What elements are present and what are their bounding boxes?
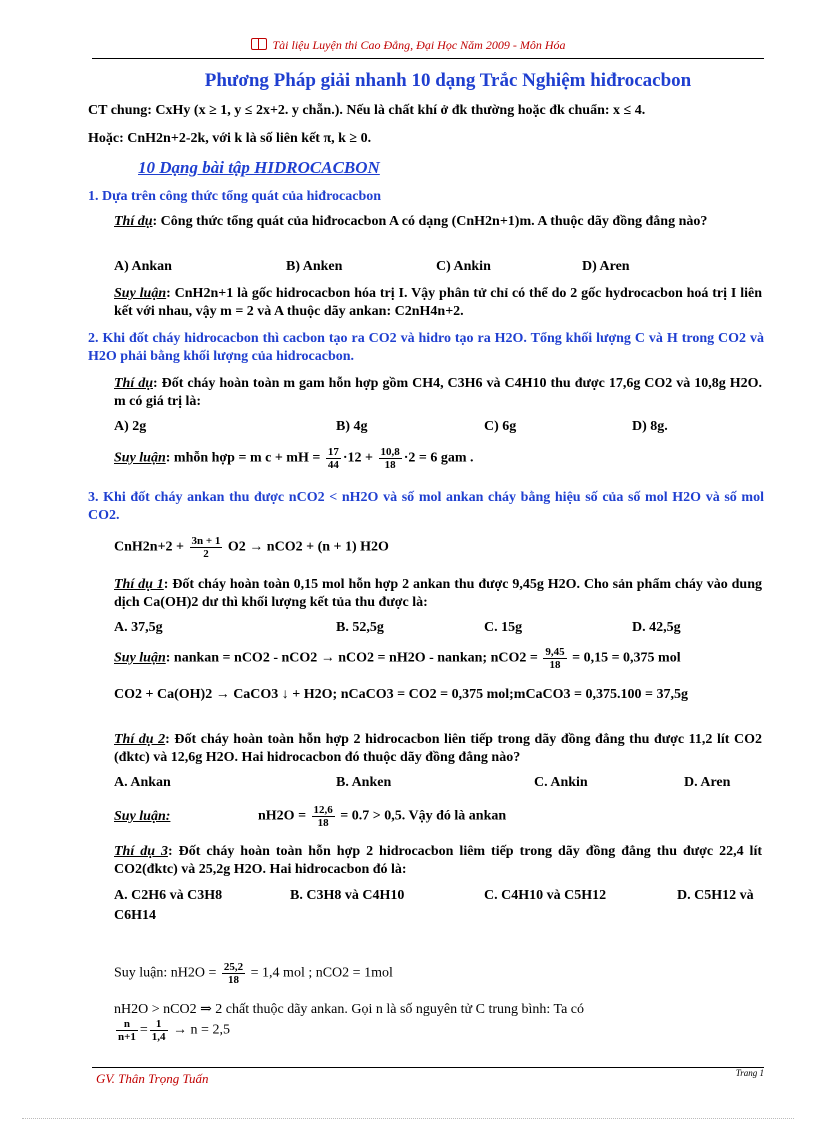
example-text: : Đốt cháy hoàn toàn m gam hỗn hợp gồm CH4, C3H6 và C4H10 thu được 17,6g CO2 và 10,8g H2O. m có giá trị là: (114, 376, 762, 409)
footer-divider (92, 1067, 764, 1068)
part-1-heading: 1. Dựa trên công thức tổng quát của hiđrocacbon (88, 189, 382, 204)
equals-sign: = (139, 1022, 148, 1038)
option-c: C. C4H10 và C5H12 (484, 888, 607, 903)
option-a: A. Ankan (114, 775, 171, 790)
option-c: C) 6g (484, 419, 517, 434)
option-a: A) Ankan (114, 259, 172, 274)
fraction-numerator: 3n + 1 (191, 535, 221, 547)
part-1-options (114, 259, 762, 277)
option-b: B. 52,5g (336, 620, 384, 635)
option-d: D) Aren (582, 259, 630, 274)
option-b: B) 4g (336, 419, 368, 434)
fraction (326, 446, 341, 471)
option-c: C. Ankin (534, 775, 588, 790)
option-b: B. Anken (336, 775, 392, 790)
reasoning-text: nH2O = (258, 808, 310, 824)
option-c: C) Ankin (436, 259, 491, 274)
example-label: Thí dụ 2 (114, 732, 166, 747)
page-number: Trang 1 (735, 1068, 764, 1078)
part-3-reasoning-3 (114, 961, 762, 986)
part-2-options (114, 419, 762, 437)
page-edge (22, 1118, 794, 1119)
part-3-example-2 (114, 731, 762, 767)
combustion-equation (114, 535, 762, 560)
fraction-numerator: 17 (327, 446, 339, 458)
fraction-denominator: 44 (327, 459, 339, 471)
option-b: B) Anken (286, 259, 343, 274)
fraction-numerator: 12,6 (313, 804, 333, 816)
fraction-numerator: 9,45 (545, 646, 565, 658)
option-a: A) 2g (114, 419, 147, 434)
fraction-denominator: 18 (384, 459, 396, 471)
fraction-denominator: 1,4 (151, 1031, 166, 1043)
part-1-example (114, 213, 762, 231)
fraction-denominator: 18 (317, 817, 329, 829)
fraction (116, 1018, 138, 1043)
fraction (379, 446, 402, 471)
option-a: A. 37,5g (114, 620, 163, 635)
fraction-denominator: 18 (228, 974, 240, 986)
option-d-continued: C6H14 (114, 908, 156, 923)
document-header (0, 38, 816, 53)
example-text: : Công thức tổng quát của hiđrocacbon A có dạng (CnH2n+1)m. A thuộc dãy đồng đẳng nào? (152, 214, 708, 229)
part-3-reasoning-2 (114, 804, 762, 829)
reasoning-text: : CnH2n+1 là gốc hidrocacbon hóa trị I. Vậy phân tử chỉ có thể do 2 gốc hydrocacbon hoá trị I liên kết với nhau, vậy m = 2 và A thuộc dãy ankan: C2nH4n+2. (114, 286, 762, 319)
reasoning-text: : mhỗn hợp = m c + mH = (165, 450, 324, 466)
part-3-example-1 (114, 576, 762, 612)
reasoning-label: Suy luận (114, 650, 166, 666)
fraction-numerator: n (116, 1018, 138, 1031)
option-d: D) 8g. (632, 419, 668, 434)
part-3-options-1 (114, 620, 762, 638)
precipitate-calculation: CO2 + Ca(OH)2 → CaCO3 ↓ + H2O; nCaCO3 = CO2 = 0,375 mol;mCaCO3 = 0,375.100 = 37,5g (114, 687, 689, 702)
reasoning-text: : nankan = nCO2 - nCO2 → nCO2 = nH2O - nankan; nCO2 = (165, 650, 542, 666)
part-2-reasoning (114, 446, 762, 471)
general-formula-alt: Hoặc: CnH2n+2-2k, với k là số liên kết π, k ≥ 0. (88, 131, 372, 146)
reasoning-text: Suy luận: nH2O = (114, 965, 220, 981)
fraction (150, 1018, 168, 1043)
section-heading (138, 158, 380, 178)
part-2-heading: 2. Khi đốt cháy hidrocacbon thì cacbon tạo ra CO2 và hidro tạo ra H2O. Tổng khối lượng C và H trong CO2 và H2O phải bằng khối lượng của hidrocacbon. (88, 331, 764, 364)
option-d: D. C5H12 và (677, 888, 754, 903)
example-text: : Đốt cháy hoàn toàn hỗn hợp 2 hidrocacbon liên tiếp trong dãy đồng đẳng thu được 11,2 lít CO2 (đktc) và 12,6g H2O. Hai hidrocacbon đó thuộc dãy đồng đẳng nào? (114, 732, 762, 765)
fraction (190, 535, 223, 560)
example-label: Thí dụ (114, 376, 153, 391)
reasoning-text: = 0,15 = 0,375 mol (568, 650, 681, 666)
part-2-example (114, 375, 762, 411)
option-d: D. 42,5g (632, 620, 681, 635)
reasoning-label: Suy luận: (114, 808, 171, 824)
book-icon (251, 38, 267, 50)
section-heading-text: 10 Dạng bài tập HIDROCACBON (138, 158, 380, 177)
footer-author: GV. Thân Trọng Tuấn (96, 1071, 209, 1086)
equation-text: O2 → nCO2 + (n + 1) H2O (224, 539, 389, 555)
example-label: Thí dụ 3 (114, 844, 168, 859)
example-label: Thí dụ (114, 214, 153, 229)
option-a: A. C2H6 và C3H8 (114, 888, 223, 903)
option-c: C. 15g (484, 620, 523, 635)
reasoning-label: Suy luận (114, 450, 166, 466)
part-3-reasoning-1 (114, 646, 764, 671)
average-carbon-statement: nH2O > nCO2 ⇒ 2 chất thuộc dãy ankan. Gọi n là số nguyên tử C trung bình: Ta có (114, 1002, 585, 1017)
part-3-heading: 3. Khi đốt cháy ankan thu được nCO2 < nH2O và số mol ankan cháy bằng hiệu số của số mol H2O và số mol CO2. (88, 490, 764, 523)
fraction (222, 961, 245, 986)
part-1-reasoning (114, 285, 762, 321)
part-3-options-2 (114, 775, 762, 793)
reasoning-text: = 1,4 mol ; nCO2 = 1mol (247, 965, 393, 981)
fraction (543, 646, 566, 671)
example-label: Thí dụ 1 (114, 577, 164, 592)
equation-text: → n = 2,5 (169, 1022, 230, 1038)
page-title: Phương Pháp giải nhanh 10 dạng Trắc Nghiệm hiđrocacbon (204, 70, 692, 91)
general-formula: CT chung: CxHy (x ≥ 1, y ≤ 2x+2. y chẵn.). Nếu là chất khí ở đk thường hoặc đk chuẩn: x ≤ 4. (88, 103, 646, 118)
fraction-denominator: 2 (203, 548, 209, 560)
reasoning-text: ·12 + (342, 450, 377, 466)
equation-text: CnH2n+2 + (114, 539, 188, 555)
example-text: : Đốt cháy hoàn toàn hỗn hợp 2 hidrocacbon liêm tiếp trong dãy đồng đẳng thu được 22,4 lít CO2(đktc) và 25,2g H2O. Hai hidrocacbon đó là: (114, 844, 762, 877)
fraction-denominator: 18 (549, 659, 561, 671)
header-text: Tài liệu Luyện thi Cao Đẳng, Đại Học Năm 2009 - Môn Hóa (272, 38, 566, 52)
part-3-options-3 (114, 888, 764, 906)
option-d: D. Aren (684, 775, 731, 790)
reasoning-label: Suy luận (114, 286, 167, 301)
fraction-numerator: 1 (150, 1018, 168, 1031)
reasoning-text: ·2 = 6 gam . (403, 450, 474, 466)
option-b: B. C3H8 và C4H10 (290, 888, 405, 903)
reasoning-text: = 0.7 > 0,5. Vậy đó là ankan (336, 808, 507, 824)
average-carbon-equation (114, 1018, 764, 1043)
fraction (312, 804, 335, 829)
fraction-numerator: 25,2 (223, 961, 244, 973)
example-text: : Đốt cháy hoàn toàn 0,15 mol hỗn hợp 2 ankan thu được 9,45g H2O. Cho sản phẩm cháy vào dung dịch Ca(OH)2 dư thì khối lượng kết tủa thu được là: (114, 577, 763, 610)
part-3-example-3 (114, 843, 762, 879)
fraction-numerator: 10,8 (380, 446, 400, 458)
fraction-denominator: n+1 (118, 1031, 136, 1043)
header-divider (92, 58, 764, 59)
